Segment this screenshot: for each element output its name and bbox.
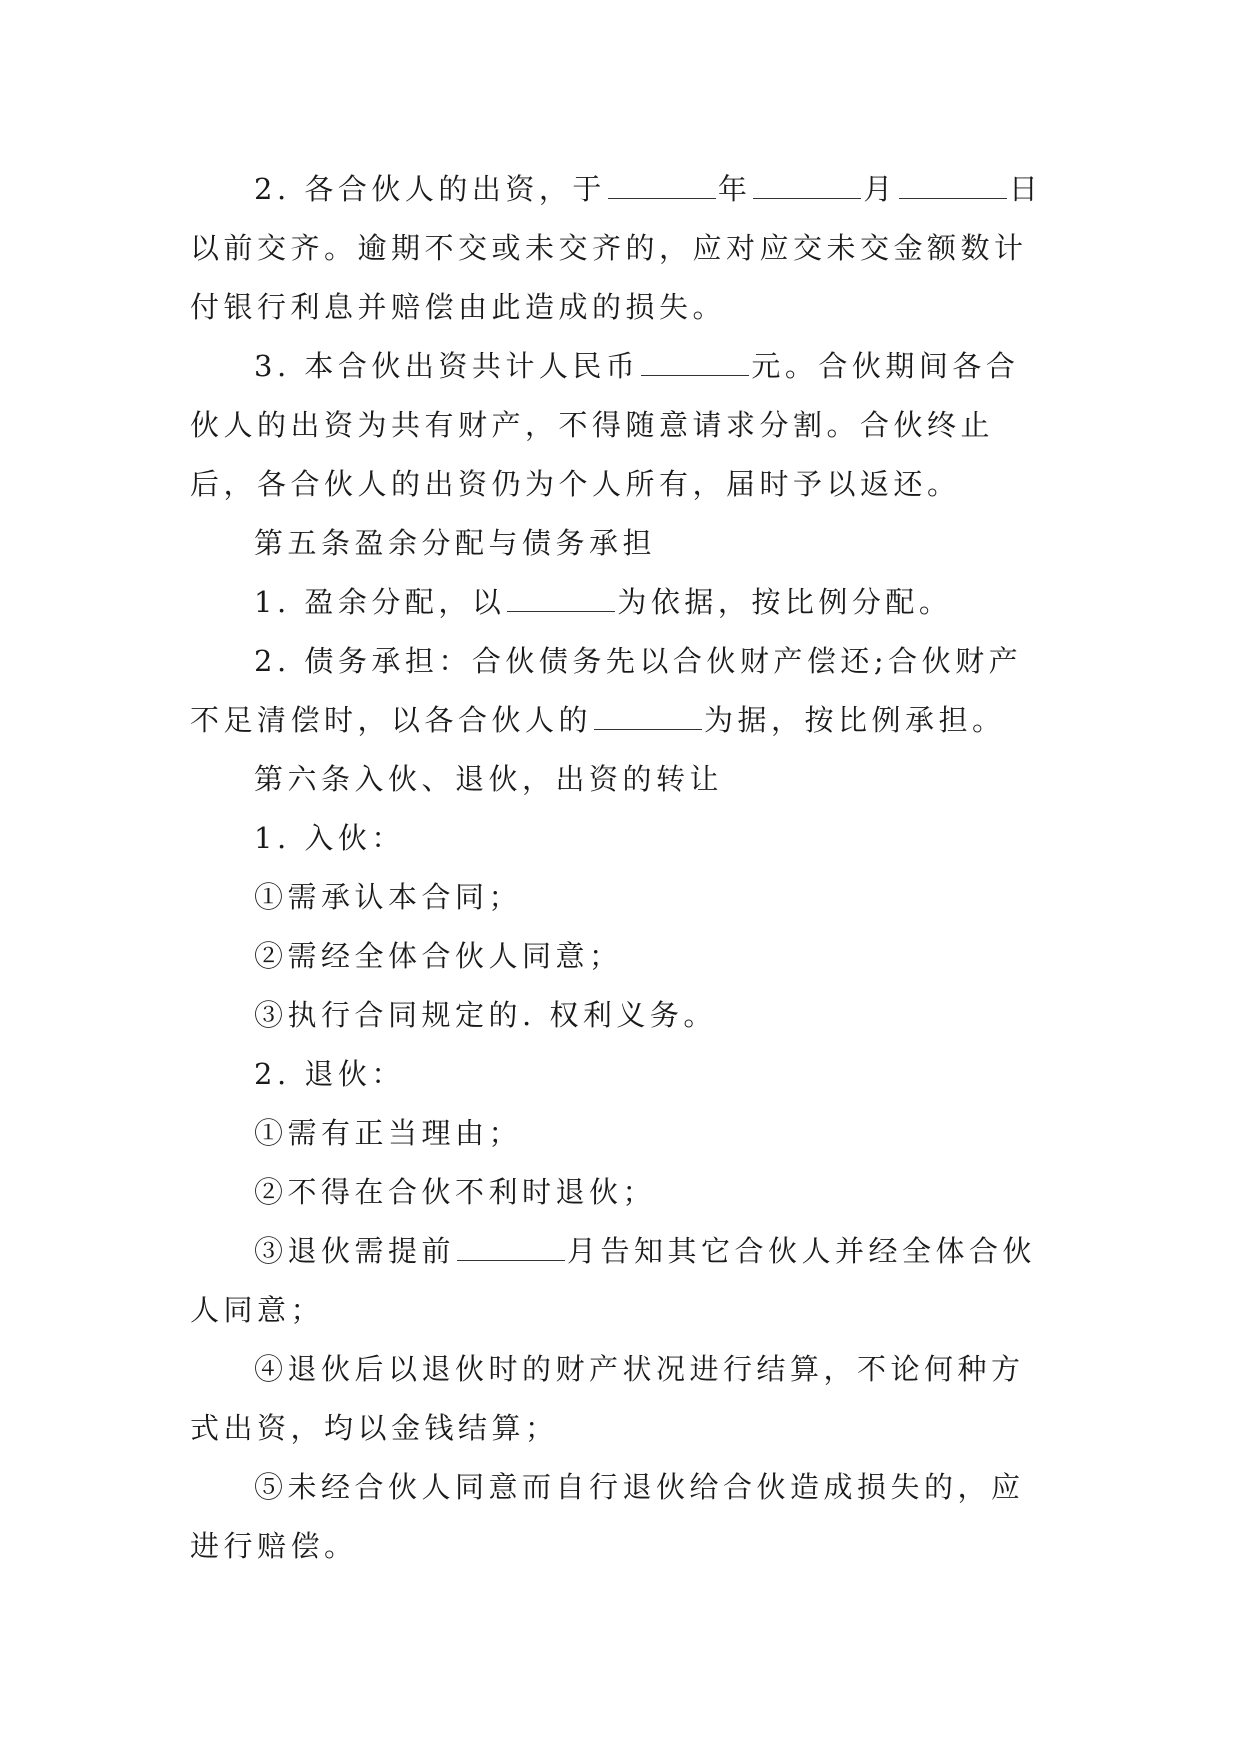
blank-notice-months-field[interactable] [457,1230,565,1261]
heading-article-5: 第五条盈余分配与债务承担 [254,526,657,560]
blank-month-field[interactable] [753,168,861,199]
list-item: ②不得在合伙不利时退伙； [254,1175,657,1209]
text-segment: ③退伙需提前 [254,1234,456,1268]
text-segment: 元。合伙期间各合伙人的出资为共有财产，不得随意请求分割。合伙终止后，各合伙人的出资仍为个人所有，届时予以返还。 [190,349,1020,501]
list-item [190,1222,1052,1340]
list-item: ④退伙后以退伙时的财产状况进行结算，不论何种方式出资，均以金钱结算； [190,1352,1025,1445]
text-segment: 3. 本合伙出资共计人民币 [254,349,640,383]
blank-basis-field[interactable] [507,581,615,612]
text-segment: 为据，按比例承担。 [704,703,1006,737]
text-segment: 年 [717,172,752,206]
list-item: ①需有正当理由； [254,1116,523,1150]
document-body [190,160,1052,1576]
blank-day-field[interactable] [899,168,1007,199]
text-segment: 月 [863,172,897,206]
blank-year-field[interactable] [608,168,716,199]
heading-article-6: 第六条入伙、退伙，出资的转让 [254,762,724,796]
paragraph-contribution-deadline [190,160,1052,337]
text-segment: 2. 债务承担：合伙债务先以合伙财产偿还;合伙财产不足清偿时，以各合伙人的 [190,644,1023,737]
text-segment: 1. 盈余分配，以 [254,585,506,619]
text-segment: 月告知其它合伙人并经全体合伙人同意； [190,1234,1037,1327]
text-segment: 2. 各合伙人的出资，于 [254,172,606,206]
paragraph-total-contribution [190,337,1052,514]
paragraph-withdrawal: 2. 退伙： [254,1057,405,1091]
paragraph-joining: 1. 入伙： [254,821,405,855]
blank-debt-basis-field[interactable] [594,699,702,730]
paragraph-profit-distribution [190,573,1052,632]
list-item: ③执行合同规定的. 权利义务。 [254,998,717,1032]
list-item: ①需承认本合同； [254,880,523,914]
list-item: ⑤未经合伙人同意而自行退伙给合伙造成损失的，应进行赔偿。 [190,1470,1025,1563]
list-item: ②需经全体合伙人同意； [254,939,623,973]
text-segment: 日以前交齐。逾期不交或未交齐的，应对应交未交金额数计付银行利息并赔偿由此造成的损失。 [190,172,1043,324]
text-segment: 为依据，按比例分配。 [617,585,953,619]
paragraph-debt-assumption [190,632,1052,750]
blank-amount-field[interactable] [641,345,749,376]
